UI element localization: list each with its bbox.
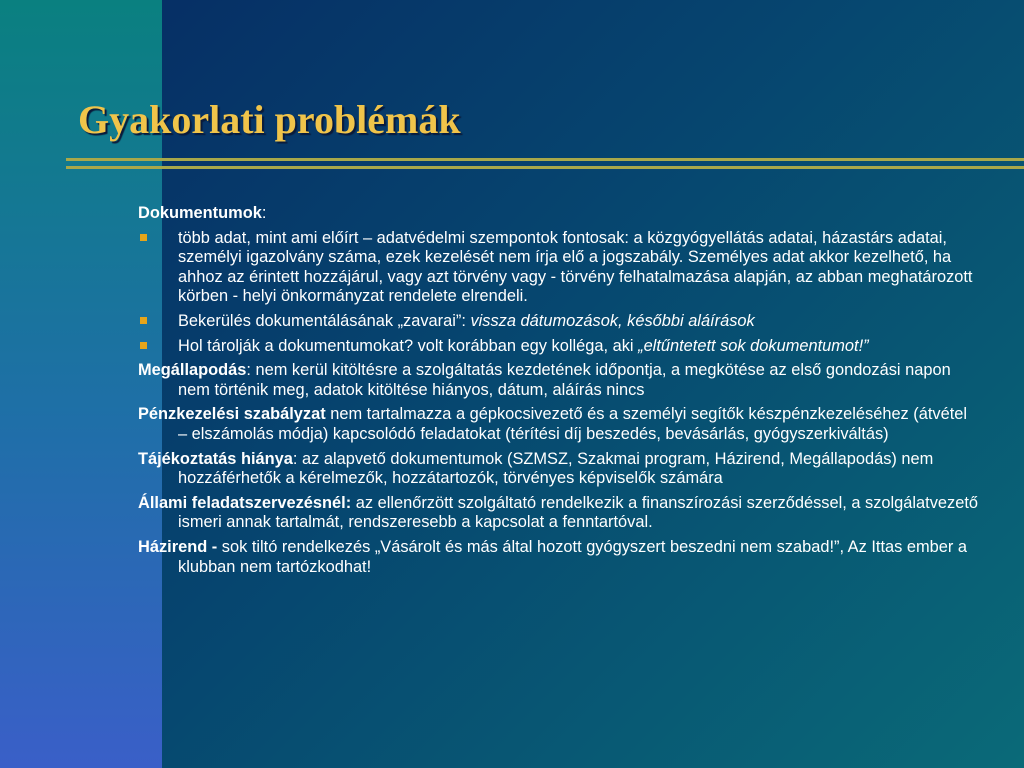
paragraph-text: : nem kerül kitöltésre a szolgáltatás kezdetének időpontja, a megkötése az első gondozási napon nem történik meg, adatok kitöltése hiányos, dátum, aláírás nincs [178, 361, 951, 399]
section-colon: : [261, 204, 267, 222]
bullet-italic-text: „eltűntetett sok dokumentumot!” [638, 336, 869, 355]
section-dokumentumok [138, 204, 978, 224]
paragraph-allami-feladatszervezes [138, 494, 978, 533]
square-bullet-icon [140, 234, 147, 241]
bullet-item [138, 229, 978, 307]
square-bullet-icon [140, 342, 147, 349]
bullet-item [138, 312, 978, 332]
bullet-item [138, 337, 978, 357]
paragraph-tajekoztatas-hianya [138, 450, 978, 489]
slide-body [138, 204, 978, 582]
bullet-text: Hol tárolják a dokumentumokat? volt korábban egy kolléga, aki [178, 336, 639, 355]
paragraph-text: nem tartalmazza a gépkocsivezető és a személyi segítők készpénzkezeléséhez (átvétel – elszámolás módja) kapcsolódó feladatokat (térítési díj beszedés, bevásárlás, gyógyszerkiváltás) [178, 405, 968, 443]
title-divider-bottom [66, 166, 1024, 169]
paragraph-text: : az alapvető dokumentumok (SZMSZ, Szakmai program, Házirend, Megállapodás) nem hozzáférhetők a kérelmezők, hozzátartozók, törvényes képviselők számára [178, 449, 934, 488]
bullet-text: több adat, mint ami előírt – adatvédelmi szempontok fontosak: a közgyógyellátás adatai, házastárs adatai, személyi igazolvány száma, ezek kezelését nem írja elő a jogszabály. Személyes adat akkor kezelhető, ha ahhoz az érintett hozzájárul, vagy azt törvény vagy - törvény felhatalmazása alapján, az abban meghatározott körben - helyi önkormányzat rendelete elrendeli. [178, 228, 973, 306]
paragraph-heading: Állami feladatszervezésnél: [138, 493, 352, 512]
slide-title: Gyakorlati problémák [78, 97, 461, 142]
paragraph-megallapodas [138, 361, 978, 400]
paragraph-hazirend [138, 538, 978, 577]
bullet-italic-text: vissza dátumozások, későbbi aláírások [470, 311, 755, 330]
paragraph-text: az ellenőrzött szolgáltató rendelkezik a finanszírozási szerződéssel, a szolgálatvezető ismeri annak tartalmát, rendszeresebb a kapcsolat a fenntartóval. [178, 493, 979, 532]
section-label: Dokumentumok [138, 204, 262, 222]
paragraph-penzkezelesi-szabalyzat [138, 405, 978, 444]
square-bullet-icon [140, 317, 147, 324]
title-divider-top [66, 158, 1024, 161]
paragraph-heading: Házirend - [138, 537, 218, 556]
paragraph-heading: Tájékoztatás hiánya [138, 449, 293, 468]
paragraph-heading: Pénzkezelési szabályzat [138, 405, 326, 424]
paragraph-heading: Megállapodás [138, 361, 247, 380]
bullet-text: Bekerülés dokumentálásának „zavarai”: [178, 311, 471, 330]
paragraph-text: sok tiltó rendelkezés „Vásárolt és más által hozott gyógyszert beszedni nem szabad!”, Az Ittas ember a klubban nem tartózkodhat! [178, 537, 968, 576]
